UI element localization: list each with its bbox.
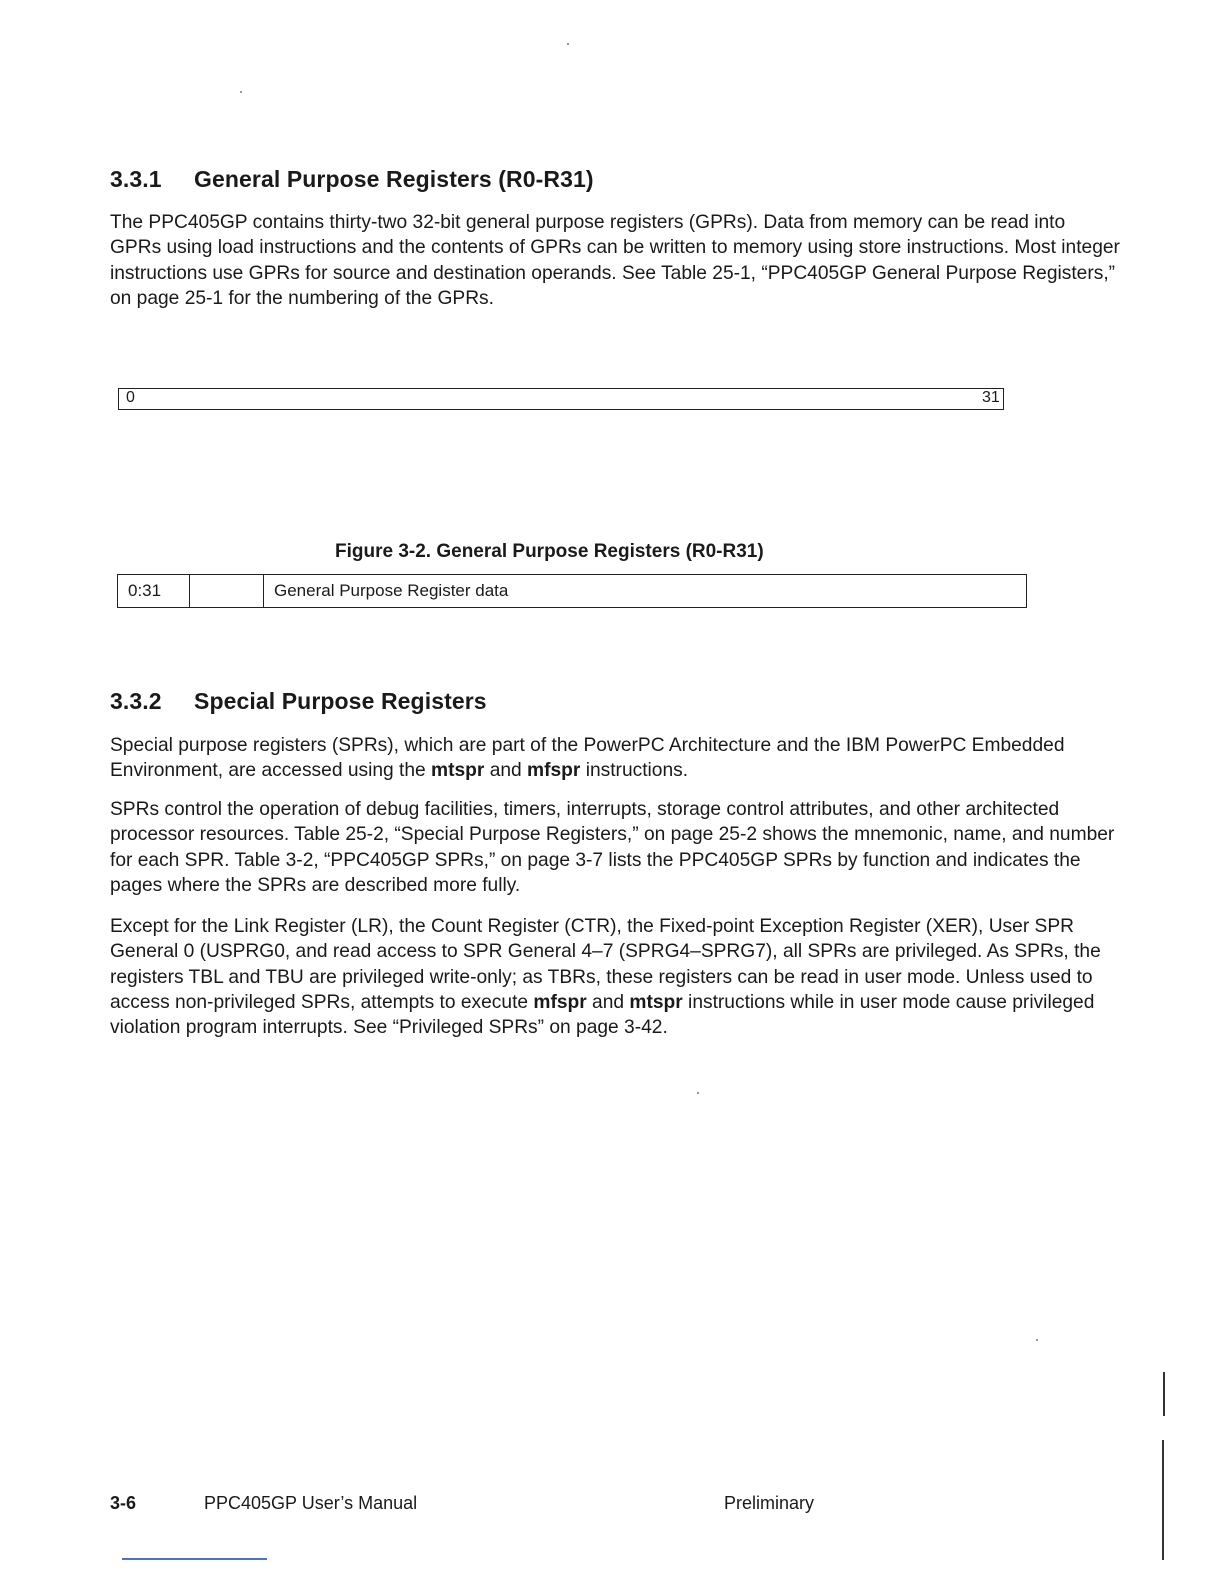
text-run: Special purpose registers (SPRs), which are part of the PowerPC Architecture and the IBM PowerPC Embedded Environment, are accessed using the bbox=[110, 735, 1065, 782]
section-title: General Purpose Registers (R0-R31) bbox=[194, 166, 594, 192]
scan-speck bbox=[1036, 1339, 1038, 1341]
register-end-bit: 31 bbox=[982, 389, 1000, 406]
spr-paragraph-1 bbox=[110, 733, 1120, 784]
spr-paragraph-3 bbox=[110, 914, 1120, 1040]
section-title: Special Purpose Registers bbox=[194, 688, 487, 714]
margin-rule bbox=[1162, 1440, 1164, 1560]
scan-speck bbox=[240, 91, 242, 93]
mnemonic-mfspr: mfspr bbox=[533, 991, 587, 1013]
section-number: 3.3.1 bbox=[110, 166, 162, 192]
field-bits-cell: 0:31 bbox=[118, 575, 190, 608]
field-table bbox=[117, 574, 1027, 608]
mnemonic-mtspr: mtspr bbox=[629, 991, 683, 1013]
text-run: and bbox=[484, 760, 528, 782]
text-run: instructions. bbox=[580, 760, 689, 782]
section-number: 3.3.2 bbox=[110, 688, 162, 714]
footer-manual-title: PPC405GP User’s Manual bbox=[204, 1493, 418, 1513]
scan-speck bbox=[567, 43, 569, 45]
footer-status: Preliminary bbox=[724, 1493, 815, 1513]
field-description-cell: General Purpose Register data bbox=[264, 575, 1027, 608]
text-run: and bbox=[586, 991, 630, 1013]
mnemonic-mfspr: mfspr bbox=[527, 760, 581, 782]
footer-page-number: 3-6 bbox=[110, 1493, 137, 1513]
gpr-paragraph: The PPC405GP contains thirty-two 32-bit general purpose registers (GPRs). Data from memory can be read into GPRs using load instructions and the contents of GPRs can be written to memory using store instructions. Most integer instructions use GPRs for source and destination operands. See Table 25-1, “PPC405GP General Purpose Registers,” on page 25-1 for the numbering of the GPRs. bbox=[110, 212, 1120, 309]
table-row bbox=[118, 575, 1027, 608]
scan-edge-rule bbox=[122, 1558, 267, 1560]
text-run: instructions while in user mode cause privileged violation program interrupts. See “Privileged SPRs” on page 3-42. bbox=[110, 991, 1095, 1039]
mnemonic-mtspr: mtspr bbox=[431, 760, 485, 782]
spr-paragraph-2: SPRs control the operation of debug facilities, timers, interrupts, storage control attributes, and other architected processor resources. Table 25-2, “Special Purpose Registers,” on page 25-2 shows the mnemonic, name, and number for each SPR. Table 3-2, “PPC405GP SPRs,” on page 3-7 lists the PPC405GP SPRs by function and indicates the pages where the SPRs are described more fully. bbox=[110, 799, 1115, 896]
section-heading-gpr bbox=[110, 166, 594, 193]
text-run: Except for the Link Register (LR), the Count Register (CTR), the Fixed-point Exception Register (XER), User SPR General 0 (USPRG0, and read access to SPR General 4–7 (SPRG4–SPRG7), all SPRs are privileged. As SPRs, the registers TBL and TBU are privileged write-only; as TBRs, these registers can be read in user mode. Unless used to access non-privileged SPRs, attempts to execute bbox=[110, 916, 1101, 1013]
register-diagram bbox=[118, 388, 1004, 410]
section-heading-spr bbox=[110, 688, 487, 715]
field-name-cell bbox=[190, 575, 264, 608]
figure-caption: Figure 3-2. General Purpose Registers (R0-R31) bbox=[335, 541, 764, 562]
register-start-bit: 0 bbox=[126, 389, 135, 406]
scan-speck bbox=[697, 1092, 699, 1094]
margin-rule bbox=[1163, 1372, 1165, 1416]
